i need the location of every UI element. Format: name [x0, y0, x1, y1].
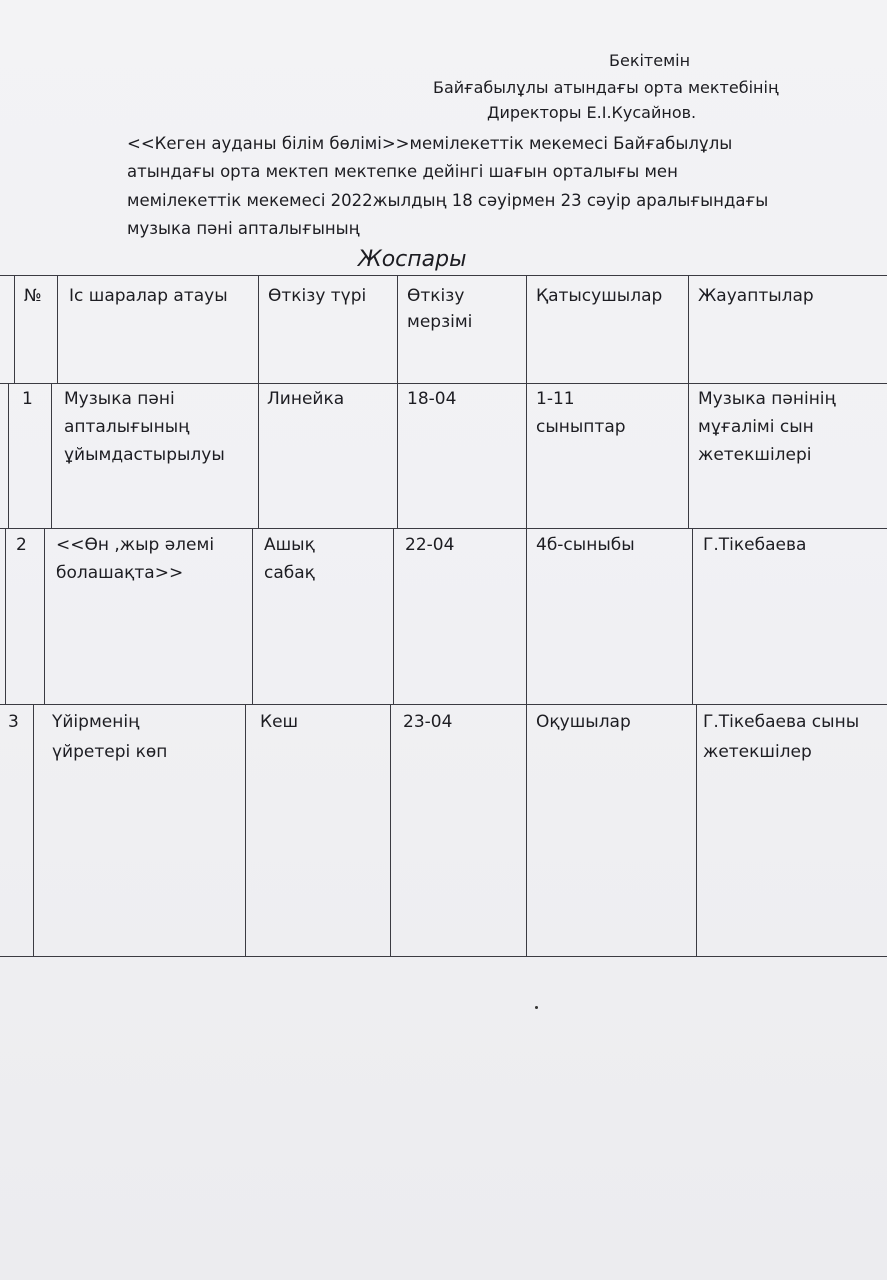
event-name-line: ұйымдастырылуы: [64, 445, 225, 465]
table-column-divider: [258, 275, 259, 528]
event-date: 18-04: [407, 389, 457, 409]
table-column-divider: [57, 275, 58, 383]
table-column-divider: [390, 704, 391, 956]
table-row-divider: [0, 383, 887, 384]
approval-school: Байғабылұлы атындағы орта мектебінің: [433, 78, 779, 97]
event-date: 22-04: [405, 535, 455, 555]
table-row-divider: [0, 528, 887, 529]
approval-title: Бекітемін: [609, 51, 691, 70]
event-type: Линейка: [267, 389, 345, 409]
responsible-line: мұғалімі сын: [698, 417, 814, 437]
intro-line-2: атындағы орта мектеп мектепке дейінгі шағын орталығы мен: [127, 162, 678, 181]
intro-line-1: <<Кеген ауданы білім бөлімі>>мемілекеттік мекемесі Байғабылұлы: [127, 134, 733, 153]
table-column-divider: [393, 528, 394, 704]
table-column-divider: [33, 704, 34, 956]
header-event-name: Іс шаралар атауы: [69, 286, 228, 306]
table-column-divider: [14, 275, 15, 383]
intro-line-3: мемілекеттік мекемесі 2022жылдың 18 сәуірмен 23 сәуір аралығындағы: [127, 191, 769, 210]
responsible-line: Г.Тікебаева сыны: [703, 712, 860, 732]
responsible-line: жетекшілері: [698, 445, 812, 465]
event-type-line: сабақ: [264, 563, 315, 583]
responsible-line: жетекшілер: [703, 742, 812, 762]
table-column-divider: [5, 528, 6, 704]
event-type: Кеш: [260, 712, 299, 732]
header-responsible: Жауаптылар: [698, 286, 814, 306]
header-date-line-2: мерзімі: [407, 312, 473, 332]
event-date: 23-04: [403, 712, 453, 732]
header-date-line-1: Өткізу: [407, 286, 465, 306]
table-column-divider: [397, 275, 398, 528]
table-border-bottom: [0, 956, 887, 957]
ink-dot: [535, 1006, 538, 1009]
table-column-divider: [692, 528, 693, 704]
participants-line: 1-11: [536, 389, 575, 409]
row-number: 3: [8, 712, 19, 732]
event-name-line: болашақта>>: [56, 563, 184, 583]
table-column-divider: [44, 528, 45, 704]
responsible-line: Г.Тікебаева: [703, 535, 807, 555]
table-column-divider: [526, 275, 527, 956]
header-event-type: Өткізу түрі: [268, 286, 367, 306]
table-column-divider: [245, 704, 246, 956]
participants-line: сыныптар: [536, 417, 626, 437]
responsible-line: Музыка пәнінің: [698, 389, 836, 409]
approval-director: Директоры Е.І.Кусайнов.: [487, 103, 697, 122]
event-name-line: апталығының: [64, 417, 190, 437]
table-column-divider: [8, 383, 9, 528]
participants-line: 4б-сыныбы: [536, 535, 635, 555]
participants-line: Оқушылар: [536, 712, 631, 732]
event-name-line: Үйірменің: [52, 712, 140, 732]
table-column-divider: [696, 704, 697, 956]
header-participants: Қатысушылар: [536, 286, 663, 306]
table-column-divider: [688, 275, 689, 528]
event-name-line: <<Өн ,жыр әлемі: [56, 535, 215, 555]
table-row-divider: [0, 704, 887, 705]
table-column-divider: [51, 383, 52, 528]
event-name-line: үйретері көп: [52, 742, 168, 762]
event-name-line: Музыка пәні: [64, 389, 175, 409]
intro-line-4: музыка пәні апталығының: [127, 219, 360, 238]
row-number: 2: [16, 535, 27, 555]
row-number: 1: [22, 389, 33, 409]
event-type-line: Ашық: [264, 535, 315, 555]
table-border-top: [0, 275, 887, 276]
plan-title: Жоспары: [358, 247, 467, 272]
table-column-divider: [252, 528, 253, 704]
header-number: №: [24, 286, 42, 306]
